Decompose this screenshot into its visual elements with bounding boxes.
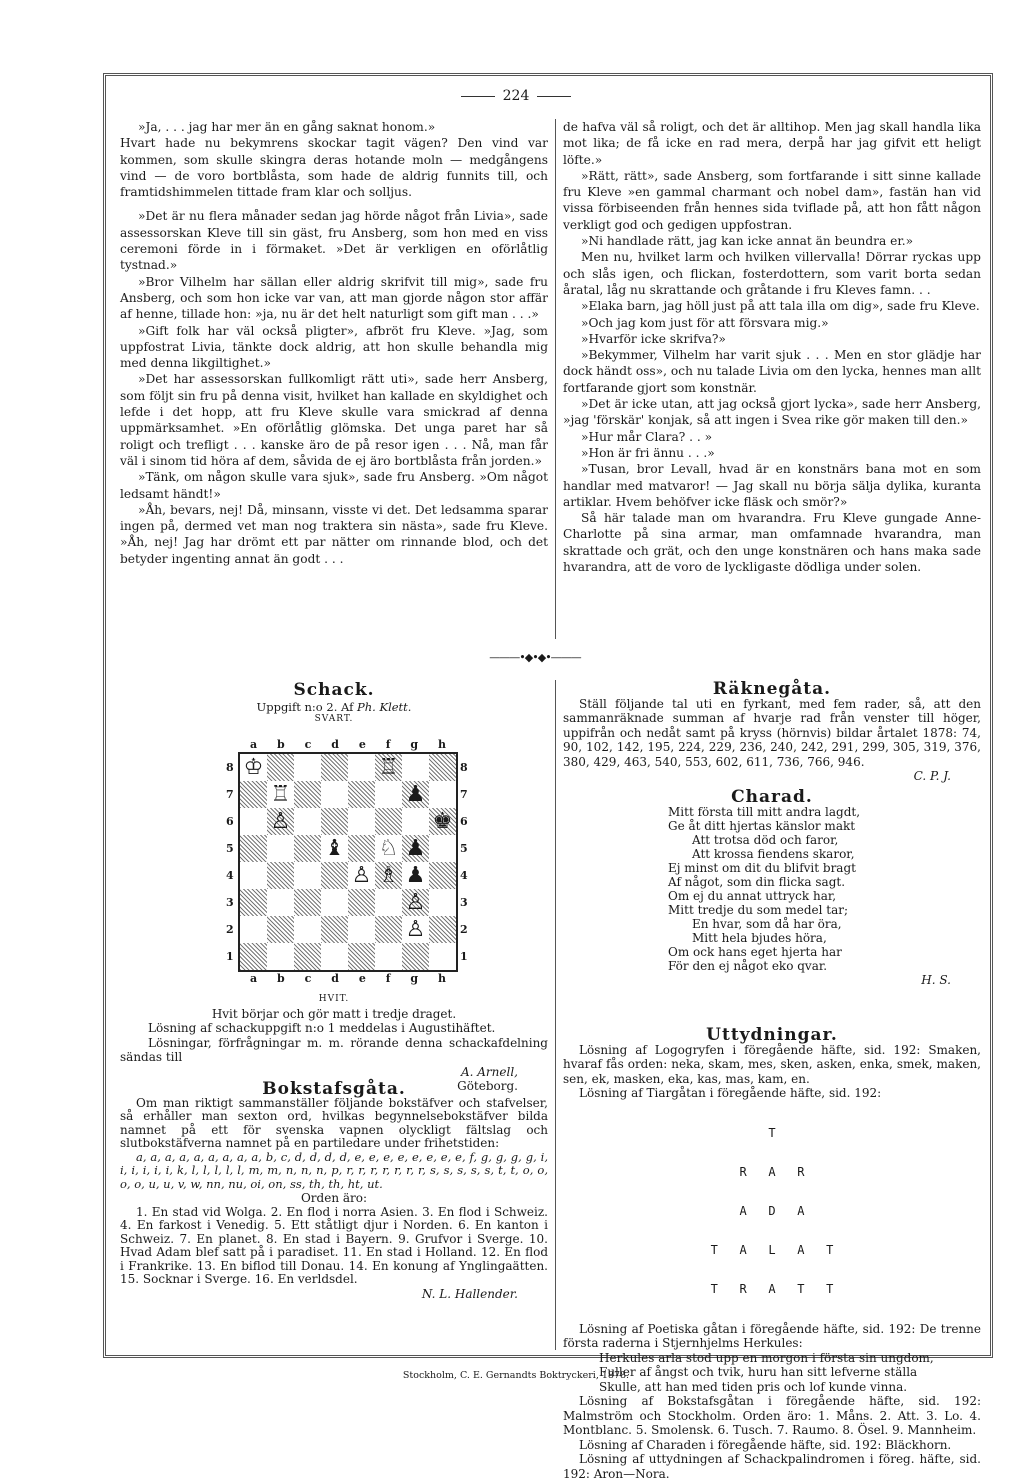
board-square [429, 889, 456, 916]
bokstafs-title: Bokstafsgåta. [262, 1079, 406, 1099]
board-square [294, 943, 321, 970]
board-square [267, 916, 294, 943]
chess-piece-b6: ♙ [270, 809, 291, 834]
white-label: HVIT. [318, 994, 350, 1004]
board-square [321, 808, 348, 835]
tiar-row: T A L A T [710, 1242, 834, 1257]
story-paragraph: »Elaka barn, jag höll just på att tala illa om dig», sade fru Kleve. [581, 299, 980, 314]
board-square [267, 889, 294, 916]
board-square [240, 808, 267, 835]
board-square [294, 835, 321, 862]
board-square [294, 754, 321, 781]
bokstafs-orden: Orden äro: [300, 1191, 368, 1205]
charad-line: Mitt tredje du som medel tar; [668, 902, 849, 917]
charad-line: Om ock hans eget hjerta har [668, 944, 842, 959]
quote-line: Herkules arla stod upp en morgon i första sin ungdom, [599, 1350, 934, 1365]
board-square [348, 889, 375, 916]
story-paragraph: »Det är icke utan, att jag också gjort lycka», sade herr Ansberg, »jag 'förskär' konjak, så att ingen i Svea rike gör maken till den.» [563, 397, 981, 428]
board-square [321, 916, 348, 943]
story-paragraph: »Det har assessorskan fullkomligt rätt uti», sade herr Ansberg, som följt sin fru på denna visit, hvilket han kallade en skyldighet och lefde i det hopp, att fru Kleve skulle vara smickrad af denna uppmärksamhet. »En oförlåtlig glömska. Det unga paret har så roligt och trefligt . . . kanske äro de på resor igen . . . Nå, man får väl i sinom tid höra af dem, såvida de ej äro bortblåsta från jorden.» [120, 372, 548, 468]
story-paragraph: de hafva väl så roligt, och det är alltihop. Men jag skall handla lika mot lika; de få icke en rad mera, derpå har jag gifvit ett heligt löfte.» [563, 120, 981, 167]
black-label: SVART. [314, 714, 354, 724]
story-paragraph: »Ja, . . . jag har mer än en gång saknat honom.» [138, 120, 436, 134]
board-square [348, 754, 375, 781]
charad-signature: H. S. [921, 972, 951, 987]
board-square [429, 835, 456, 862]
chess-board [238, 752, 458, 972]
story-column-right [563, 119, 981, 575]
board-square [348, 835, 375, 862]
chess-author: Ph. Klett. [357, 700, 412, 714]
charad-section [563, 787, 981, 987]
board-square [267, 835, 294, 862]
tiar-diagram [563, 1101, 981, 1322]
board-square [294, 889, 321, 916]
chess-piece-e4: ♙ [351, 863, 372, 888]
board-square [348, 781, 375, 808]
board-square [267, 943, 294, 970]
charad-line: För den ej något eko qvar. [668, 958, 828, 973]
chess-address: Lösningar, förfrågningar m. m. rörande denna schackafdelning sändas till [120, 1035, 548, 1064]
board-square [321, 889, 348, 916]
board-square [402, 754, 429, 781]
board-square [375, 781, 402, 808]
story-paragraph: Så här talade man om hvarandra. Fru Kleve gungade Anne-Charlotte på sina armar, man omfamnade hvarandra, man skrattade och grät, och den unge konstnären och hans maka sade hvarandra, att de voro de lyckligaste dödliga under solen. [563, 511, 981, 575]
board-square [240, 835, 267, 862]
board-square [375, 808, 402, 835]
chess-piece-d5: ♝ [324, 836, 345, 861]
board-square [240, 781, 267, 808]
charad-solution: Lösning af Charaden i föregående häfte, sid. 192: Bläckhorn. [579, 1437, 952, 1452]
charad-line: En hvar, som då har öra, [692, 916, 842, 931]
story-paragraph: »Gift folk har väl också pligter», afbröt fru Kleve. »Jag, som uppfostrat Livia, tänkte dock aldrig, att hon skulle behandla mig med denna likgiltighet.» [120, 323, 548, 371]
chess-subtitle: Uppgift n:o 2. Af Ph. Klett. [256, 700, 412, 714]
board-square [375, 943, 402, 970]
board-square [375, 916, 402, 943]
story-paragraph: »Åh, bevars, nej! Då, minsann, visste vi det. Det ledsamma sparar ingen på, dermed vet man nog traktera sin nästa», sade fru Kleve. »Åh, nej! Jag har drömt ett par nätter om rinnande blod, och det betyder ingenting annat än godt . . . [120, 502, 548, 566]
story-paragraph: Men nu, hvilket larm och hvilken villervalla! Dörrar ryckas upp och slås igen, och flickan, fosterdottern, som varit borta sedan åratal, låg nu skrattande och gråtande i fru Kleves famn. . . [563, 250, 981, 297]
charad-line: Ej minst om dit du blifvit bragt [668, 860, 856, 875]
chess-piece-g4: ♟ [405, 863, 426, 888]
board-square [321, 781, 348, 808]
chess-title: Schack. [293, 680, 375, 700]
story-paragraph: »Tusan, bror Levall, hvad är en konstnärs bana mot en som handlar med matvaror! — Jag skall nu börja sälja dylika, kuranta artiklar. Hvem behöfver icke fläsk och smör?» [563, 462, 981, 509]
rakne-section [563, 679, 981, 784]
board-square [321, 943, 348, 970]
story-paragraph: »Bror Vilhelm har sällan eller aldrig skrifvit till mig», sade fru Ansberg, och som hon icke var van, att man gjorde någon stor affär af henne, tillade hon: »ja, nu är det helt naturligt som gift man . . .» [120, 274, 548, 322]
chess-caption: Hvit börjar och gör matt i tredje draget. [211, 1006, 457, 1021]
charad-poem [563, 805, 981, 973]
column-divider-lower [555, 680, 556, 1350]
board-square [294, 781, 321, 808]
bokstafs-solution: Lösning af Bokstafsgåtan i föregående häfte, sid. 192: Malmström och Stockholm. Orden äro: 1. Måns. 2. Att. 3. Lo. 4. Montblanc. 5. Smolensk. 6. Tusch. 7. Raumo. 8. Ösel. 9. Mannheim. [563, 1394, 981, 1437]
tiar-intro: Lösning af Tiargåtan i föregående häfte, sid. 192: [579, 1086, 882, 1100]
file-labels-top: a b c d e f g h [249, 738, 446, 751]
board-square [240, 916, 267, 943]
uttydningar-title: Uttydningar. [706, 1025, 838, 1045]
board-square [267, 754, 294, 781]
bokstafs-letters: a, a, a, a, a, a, a, a, a, b, c, d, d, d, d, e, e, e, e, e, e, e, e, f, g, g, g, g, i, i, i, i, i, i, k, l, l, l, l, l, m, m, n, n, n, p, r, r, r, r, r, r, r, s, s, s, s, s, t, t, o, o, o, o, u, u, v, w, nn, nu, oi, on, ss, th, th, ht, ut. [120, 1149, 548, 1191]
story-paragraph: »Hon är fri ännu . . .» [581, 445, 715, 460]
chess-piece-f5: ♘ [378, 836, 399, 861]
chess-solution-note: Lösning af schackuppgift n:o 1 meddelas i Augustihäftet. [148, 1021, 496, 1035]
bokstafs-signature: N. L. Hallender. [421, 1286, 518, 1301]
story-paragraph: »Rätt, rätt», sade Ansberg, som fortfarande i sitt sinne kallade fru Kleve »en gammal charmant och nobel dam», fastän han vid vissa förbiseenden från hennes sida tviflade på, att hon fått någon verkligt god och gedigen uppfostran. [563, 168, 981, 232]
chess-piece-g3: ♙ [405, 890, 426, 915]
board-square [375, 889, 402, 916]
story-paragraph: »Hvarför icke skrifva?» [581, 331, 726, 346]
chess-address-name: A. Arnell, [460, 1064, 518, 1079]
rank-labels-right: 8 7 6 5 4 3 2 1 [460, 761, 468, 963]
chess-piece-g2: ♙ [405, 917, 426, 942]
charad-line: Mitt hela bjudes höra, [692, 930, 827, 945]
story-paragraph: »Hur mår Clara? . . » [581, 429, 713, 444]
logogryf-solution: Lösning af Logogryfen i föregående häfte, sid. 192: Smaken, hvaraf fås orden: neka, skam, mes, sken, asken, enka, smek, maken, sen, ek, masken, eka, kas, mas, kam, en. [563, 1042, 981, 1086]
column-divider [555, 119, 556, 639]
story-paragraph: »Och jag kom just för att försvara mig.» [581, 315, 829, 330]
board-square [321, 862, 348, 889]
board-square [402, 808, 429, 835]
board-square [240, 889, 267, 916]
charad-line: Att krossa fiendens skaror, [692, 846, 855, 861]
board-square [429, 754, 456, 781]
board-square [348, 943, 375, 970]
charad-line: Ge åt ditt hjertas känslor makt [668, 818, 856, 833]
board-square [402, 943, 429, 970]
board-square [321, 754, 348, 781]
quote-line: Skulle, att han med tiden pris och lof kunde vinna. [599, 1379, 908, 1394]
chess-piece-b7: ♖ [270, 782, 291, 807]
charad-line: Mitt första till mitt andra lagdt, [668, 804, 861, 819]
story-paragraph: »Tänk, om någon skulle vara sjuk», sade fru Ansberg. »Om något ledsamt händt!» [120, 470, 548, 501]
story-paragraph: Hvart hade nu bekymrens skockar tagit vägen? Den vind var kommen, som skulle skingra deras hotande moln — medgångens vind — de voro bortblåsta, som hade de aldrig funnits till, och framtidshimmelen tittade fram klar och solljus. [120, 136, 548, 200]
story-paragraph: »Bekymmer, Vilhelm har varit sjuk . . . Men en stor glädje har dock händt oss», och nu talade Livia om den lycka, hennes man allt fortfarande gjort som konstnär. [563, 348, 981, 395]
charad-line: Att trotsa död och faror, [692, 832, 839, 847]
tiar-row: T [768, 1125, 776, 1140]
chess-piece-f4: ♗ [378, 863, 399, 888]
bokstafs-intro: Om man riktigt sammanställer följande bokstäfver och stafvelser, så erhåller man sexton ord, hvilkas begynnelsebokstäfver bilda namnet på ett för svenska vapnen olyckligt fältslag och slutbokstäfverna namnet på en partiledare under frihetstiden: [120, 1095, 548, 1150]
tiar-row: R A R [739, 1164, 805, 1179]
board-square [294, 916, 321, 943]
board-square [429, 781, 456, 808]
rank-labels-left: 8 7 6 5 4 3 2 1 [226, 761, 234, 963]
story-column-left [120, 119, 548, 567]
printer-footer: Stockholm, C. E. Gernandts Boktryckeri, 1878. [402, 1370, 630, 1381]
palindrome-solution: Lösning af uttydningen af Schackpalindromen i föreg. häfte, sid. 192: Aron—Nora. [563, 1452, 981, 1481]
uttydningar-section [563, 1025, 981, 1481]
board-square [240, 943, 267, 970]
board-square [267, 862, 294, 889]
rakne-title: Räknegåta. [712, 679, 832, 699]
board-square [294, 862, 321, 889]
story-paragraph: »Det är nu flera månader sedan jag hörde något från Livia», sade assessorskan Kleve till sin gäst, fru Ansberg, som hon med en viss ceremoni förde in i förmaket. »Det är verkligen en oförlåtlig tystnad.» [120, 209, 548, 273]
page-number: 224 [0, 88, 1032, 104]
tiar-row: T R A T T [710, 1281, 834, 1296]
chess-piece-g5: ♟ [405, 836, 426, 861]
board-square [294, 808, 321, 835]
chess-section [120, 680, 548, 724]
chess-address-city: Göteborg. [457, 1079, 518, 1093]
board-square [348, 808, 375, 835]
charad-line: Af något, som din flicka sagt. [668, 874, 846, 889]
board-square [429, 943, 456, 970]
poetiska-solution: Lösning af Poetiska gåtan i föregående häfte, sid. 192: De trenne första raderna i Stjernhjelms Herkules: [563, 1321, 981, 1350]
board-square [429, 862, 456, 889]
tiar-row: A D A [739, 1203, 805, 1218]
board-square [348, 916, 375, 943]
quote-line: Fuller af ångst och tvik, huru han sitt lefverne ställa [599, 1365, 918, 1379]
chess-piece-f8: ♖ [378, 755, 399, 780]
board-square [429, 916, 456, 943]
charad-title: Charad. [731, 787, 813, 807]
charad-line: Om ej du annat uttryck har, [668, 888, 837, 903]
section-ornament: ———•◆•◆•——— [489, 651, 581, 664]
story-paragraph: »Ni handlade rätt, jag kan icke annat än beundra er.» [581, 234, 914, 249]
chess-piece-a8: ♔ [243, 755, 264, 780]
bokstafs-answers: 1. En stad vid Wolga. 2. En flod i norra Asien. 3. En flod i Schweiz. 4. En farkost i Venedig. 5. Ett ståtligt djur i Norden. 6. En kanton i Schweiz. 7. En planet. 8. En stad i Bayern. 9. Grufvor i Sverge. 10. Hvad Adam blef satt på i paradiset. 11. En stad i Holland. 12. En flod i Frankrike. 13. En biflod till Donau. 14. En konung af Ynglingaätten. 15. Socknar i Sverge. 16. En verldsdel. [120, 1204, 548, 1286]
chess-piece-g7: ♟ [405, 782, 426, 807]
chess-piece-h6: ♚ [432, 809, 453, 834]
board-square [240, 862, 267, 889]
bokstafs-section [120, 1079, 548, 1301]
rakne-text: Ställ följande tal uti en fyrkant, med fem rader, så, att den sammanräknade summan af hvarje rad från venster till höger, uppifrån och nedåt samt på kryss (hörnvis) bildar årtalet 1878: 74, 90, 102, 142, 195, 224, 229, 236, 240, 242, 291, 299, 305, 319, 376, 380, 429, 463, 540, 553, 602, 611, 736, 766, 946. [563, 696, 981, 769]
rakne-signature: C. P. J. [913, 769, 951, 783]
file-labels-bottom: a b c d e f g h [249, 972, 446, 985]
